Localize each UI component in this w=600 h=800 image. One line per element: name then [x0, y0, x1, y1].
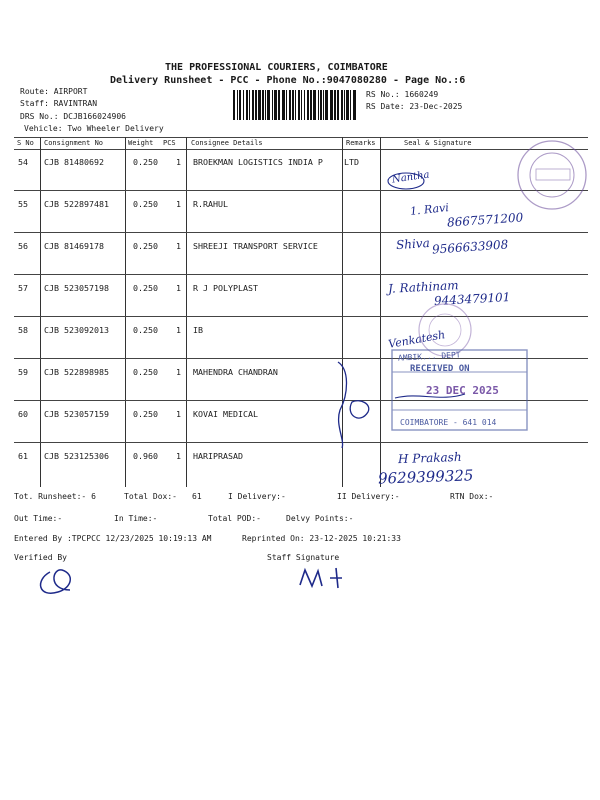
cell-sno: 59: [18, 367, 28, 377]
cell-sno: 60: [18, 409, 28, 419]
cell-consignee: R J POLYPLAST: [193, 283, 258, 293]
handwritten-phone: 8667571200: [446, 210, 524, 230]
staff-label: Staff: RAVINTRAN: [20, 99, 98, 108]
delvy-points: Delvy Points:-: [286, 514, 354, 523]
cell-weight: 0.250: [133, 325, 158, 335]
cell-pcs: 1: [176, 199, 181, 209]
col-header-consignee: Consignee Details: [191, 139, 263, 147]
handwritten-signature: Venkatesh: [387, 328, 447, 351]
cell-consignee: R.RAHUL: [193, 199, 228, 209]
stamp-received: RECEIVED ON: [410, 364, 470, 374]
col-header-consignment: Consignment No: [44, 139, 104, 147]
company-title: THE PROFESSIONAL COURIERS, COIMBATORE: [165, 62, 388, 73]
verified-by-label: Verified By: [14, 553, 67, 562]
handwritten-phone: 9443479101: [433, 290, 511, 308]
cell-consignment: CJB 523125306: [44, 451, 109, 461]
cell-sno: 55: [18, 199, 28, 209]
handwritten-signature: H Prakash: [397, 449, 462, 467]
cell-pcs: 1: [176, 157, 181, 167]
staff-signature-scrawl: [300, 568, 342, 588]
entered-by: Entered By :TPCPCC 12/23/2025 10:19:13 AM: [14, 534, 212, 543]
cell-consignment: CJB 81480692: [44, 157, 104, 167]
col-header-remarks: Remarks: [346, 139, 376, 147]
col-header-pcs: PCS: [163, 139, 176, 147]
handwritten-signature: 1. Ravi: [409, 201, 450, 218]
cell-consignment: CJB 522897481: [44, 199, 109, 209]
handwritten-signature: Shiva: [395, 235, 431, 253]
stamp-date: 23 DEC 2025: [426, 384, 499, 397]
round-seal-stamp: [518, 141, 586, 209]
col-header-weight: Weight: [128, 139, 154, 147]
total-dox-label: Total Dox:-: [124, 492, 177, 501]
route-label: Route: AIRPORT: [20, 87, 88, 96]
handwritten-phone: 9629399325: [377, 466, 474, 488]
reprinted-on: Reprinted On: 23-12-2025 10:21:33: [242, 534, 401, 543]
cell-weight: 0.250: [133, 199, 158, 209]
signature-loop: [388, 173, 424, 189]
col-header-sno: S No: [17, 139, 34, 147]
stamp-dept: AMBIK... DEPT: [397, 350, 461, 363]
cell-consignment: CJB 81469178: [44, 241, 104, 251]
cell-consignee: HARIPRASAD: [193, 451, 243, 461]
rtn-dox: RTN Dox:-: [450, 492, 494, 501]
cell-sno: 58: [18, 325, 28, 335]
cell-sno: 61: [18, 451, 28, 461]
total-pod: Total POD:-: [208, 514, 261, 523]
handwritten-signature: Nantha: [391, 169, 431, 186]
cell-pcs: 1: [176, 451, 181, 461]
out-time: Out Time:-: [14, 514, 63, 523]
handwritten-phone: 9566633908: [431, 237, 509, 257]
cell-sno: 57: [18, 283, 28, 293]
signature-scribble: [338, 362, 347, 448]
cell-weight: 0.960: [133, 451, 158, 461]
cell-weight: 0.250: [133, 283, 158, 293]
col-header-seal: Seal & Signature: [404, 139, 472, 147]
cell-weight: 0.250: [133, 241, 158, 251]
in-time: In Time:-: [114, 514, 158, 523]
stamp-city: COIMBATORE - 641 014: [400, 418, 497, 427]
handwritten-signature: J. Rathinam: [387, 278, 459, 296]
cell-consignee: IB: [193, 325, 203, 335]
rs-date: RS Date: 23-Dec-2025: [366, 102, 463, 111]
i-delivery: I Delivery:-: [228, 492, 286, 501]
cell-pcs: 1: [176, 409, 181, 419]
cell-consignee: BROEKMAN LOGISTICS INDIA P: [193, 157, 323, 167]
tot-runsheet: Tot. Runsheet:- 6: [14, 492, 96, 501]
cell-weight: 0.250: [133, 409, 158, 419]
runsheet-subtitle: Delivery Runsheet - PCC - Phone No.:9047080280 - Page No.:6: [110, 75, 466, 86]
cell-remarks: LTD: [344, 157, 359, 167]
verified-signature: [41, 570, 71, 593]
round-seal-stamp: [419, 304, 471, 356]
cell-sno: 54: [18, 157, 28, 167]
cell-weight: 0.250: [133, 157, 158, 167]
cell-pcs: 1: [176, 241, 181, 251]
cell-sno: 56: [18, 241, 28, 251]
staff-signature-label: Staff Signature: [267, 553, 340, 562]
cell-weight: 0.250: [133, 367, 158, 377]
cell-consignee: MAHENDRA CHANDRAN: [193, 367, 278, 377]
vehicle-label: Vehicle: Two Wheeler Delivery: [24, 124, 164, 133]
cell-pcs: 1: [176, 367, 181, 377]
cell-consignment: CJB 523092013: [44, 325, 109, 335]
cell-consignment: CJB 523057159: [44, 409, 109, 419]
cell-consignee: KOVAI MEDICAL: [193, 409, 258, 419]
cell-consignee: SHREEJI TRANSPORT SERVICE: [193, 241, 318, 251]
cell-consignment: CJB 522898985: [44, 367, 109, 377]
cell-consignment: CJB 523057198: [44, 283, 109, 293]
signature-scribble: [350, 401, 369, 418]
total-dox-value: 61: [192, 492, 202, 501]
drs-number: DRS No.: DCJB166024906: [20, 112, 126, 121]
cell-pcs: 1: [176, 283, 181, 293]
rs-number: RS No.: 1660249: [366, 90, 439, 99]
ii-delivery: II Delivery:-: [337, 492, 400, 501]
cell-pcs: 1: [176, 325, 181, 335]
